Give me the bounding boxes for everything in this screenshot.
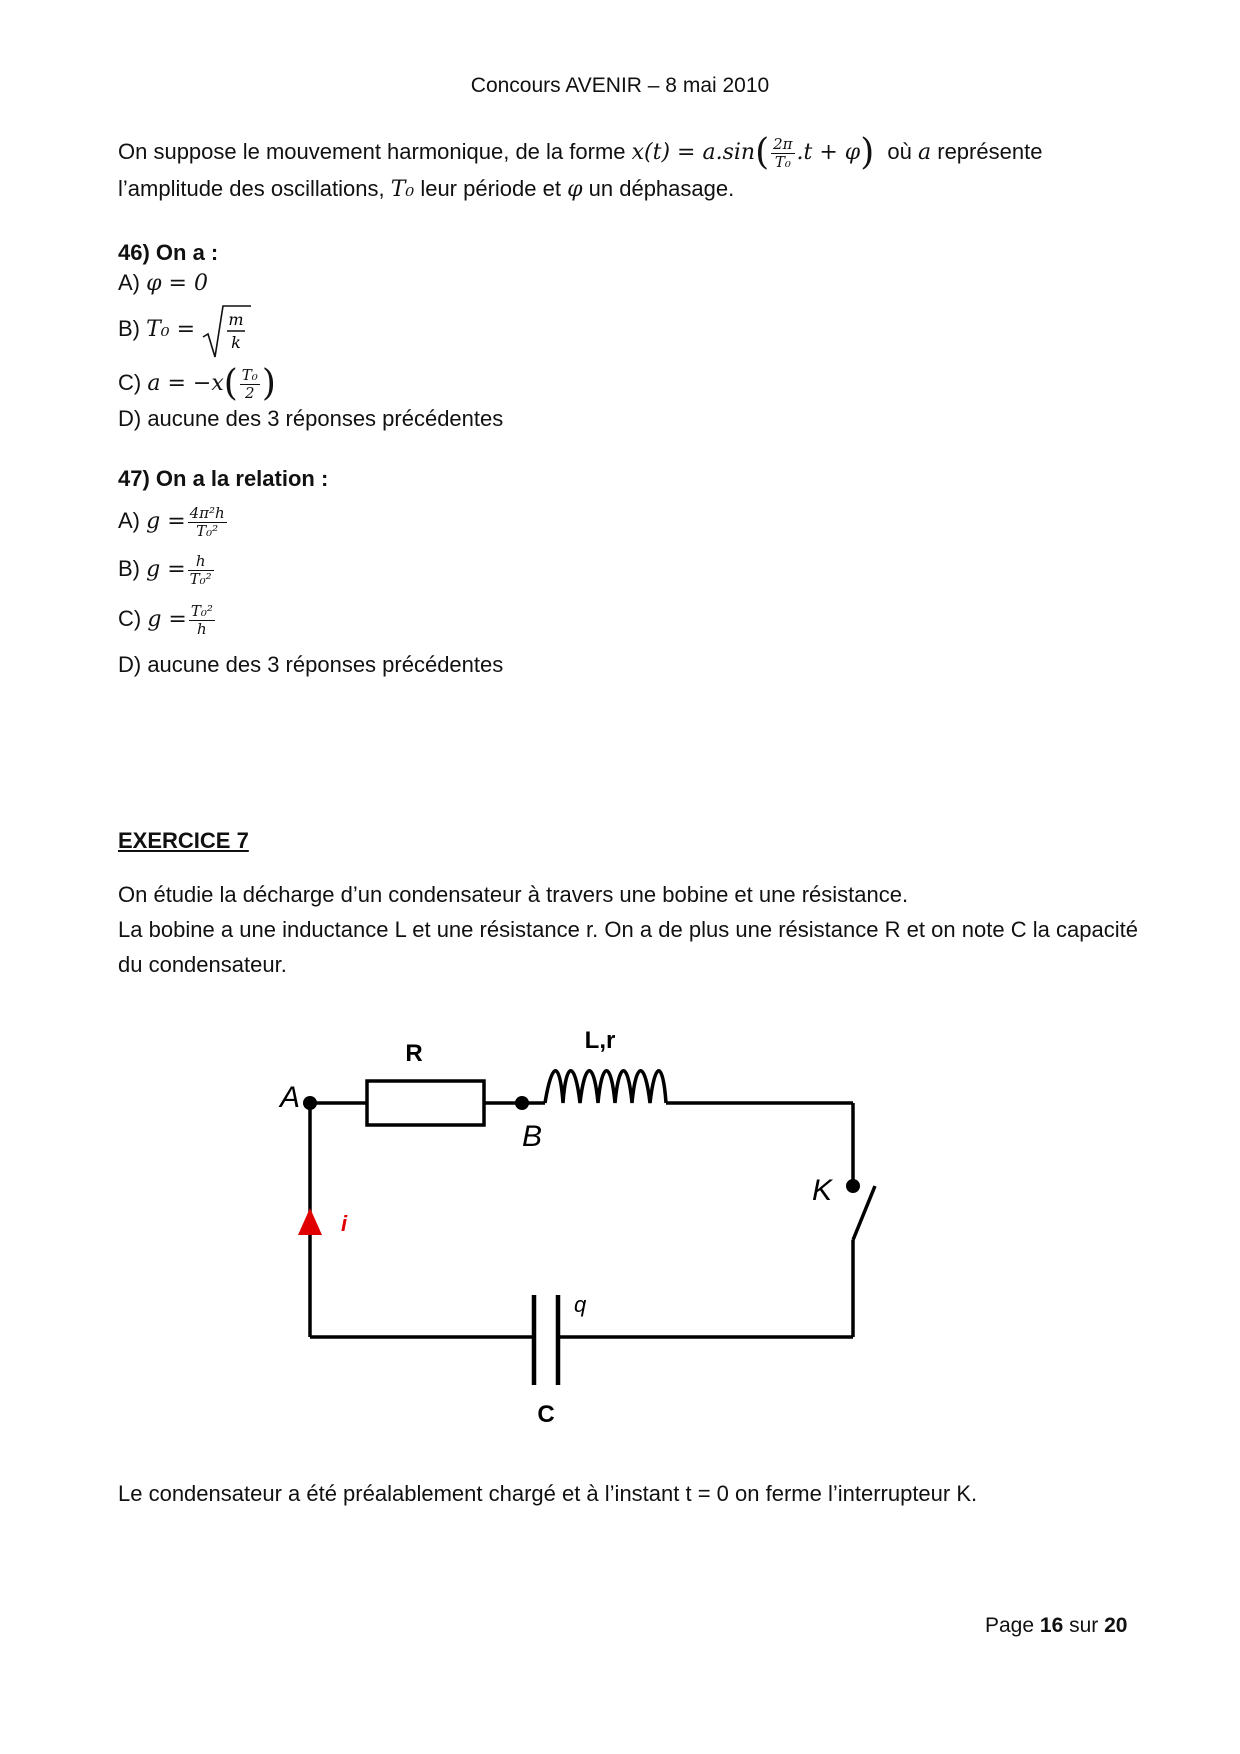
- sqrt-symbol: [201, 301, 253, 359]
- intro-text-2: où: [887, 139, 912, 164]
- label-i: i: [341, 1211, 348, 1236]
- svg-text:k: k: [231, 333, 242, 353]
- exercise-7-paragraph-2: La bobine a une inductance L et une résistance r. On a de plus une résistance R et on note C la capacité du condensateur.: [118, 917, 1138, 977]
- q47-option-c: C) g = $\frac{\text{T₀²}}{h}$: [118, 601, 213, 638]
- switch-K-blade: [853, 1186, 875, 1240]
- current-arrow: [298, 1208, 322, 1235]
- q46-option-c: C) a = −x( $\frac{\text{T₀}}{2}$ ): [118, 363, 276, 404]
- label-Lr: L,r: [584, 1027, 616, 1054]
- var-a: a: [918, 140, 932, 165]
- label-R: R: [405, 1040, 423, 1067]
- node-B: [515, 1096, 529, 1110]
- svg-text:m: m: [228, 310, 244, 330]
- q47-option-a: A) g = $\frac{\text{4π²h}}{\text{T₀²}}$: [118, 503, 225, 540]
- circuit-diagram: [0, 1000, 1240, 1430]
- intro-line-2: l’amplitude des oscillations, T₀ leur période et φ un déphasage.: [118, 176, 735, 202]
- intro-line-1: [118, 132, 1042, 172]
- label-B: B: [522, 1120, 543, 1153]
- q47-option-d: D) aucune des 3 réponses précédentes: [118, 652, 504, 677]
- var-phi: φ: [567, 177, 583, 202]
- resistor-R: [367, 1081, 484, 1125]
- q47-option-b: B) g = $\frac{h}{\text{T₀²}}$: [118, 551, 212, 588]
- label-C: C: [537, 1401, 555, 1428]
- exercise-7-title: EXERCICE 7: [118, 828, 249, 853]
- intro-fraction: $\frac{2\pi}{\text{T₀}}$: [773, 134, 793, 171]
- label-A: A: [280, 1081, 301, 1114]
- q46-option-a: A) φ = 0: [118, 270, 208, 296]
- switch-K-contact: [846, 1179, 860, 1193]
- intro-equation: x(t) = a.sin( $\frac{2\pi}{\text{T₀}}$ .t + φ): [631, 132, 875, 173]
- intro-text-1: On suppose le mouvement harmonique, de la forme: [118, 139, 626, 164]
- q46-option-b: B) T₀ = m k: [118, 300, 253, 358]
- exercise-7-paragraph-3: Le condensateur a été préalablement chargé et à l’instant t = 0 on ferme l’interrupteur K.: [118, 1481, 978, 1506]
- question-46-title: 46) On a :: [118, 240, 219, 265]
- intro-text-3: représente: [937, 139, 1043, 164]
- node-A: [303, 1096, 317, 1110]
- page-header: Concours AVENIR – 8 mai 2010: [470, 74, 770, 97]
- label-K: K: [812, 1174, 833, 1207]
- inductor-coil: [545, 1071, 666, 1103]
- page-number: Page 16 sur 20: [985, 1614, 1128, 1637]
- var-T0: T₀: [390, 177, 415, 202]
- question-47-title: 47) On a la relation :: [118, 466, 329, 491]
- exercise-7-paragraph-1: On étudie la décharge d’un condensateur à travers une bobine et une résistance.: [118, 882, 909, 907]
- q46-option-d: D) aucune des 3 réponses précédentes: [118, 406, 504, 431]
- label-q: q: [574, 1292, 587, 1317]
